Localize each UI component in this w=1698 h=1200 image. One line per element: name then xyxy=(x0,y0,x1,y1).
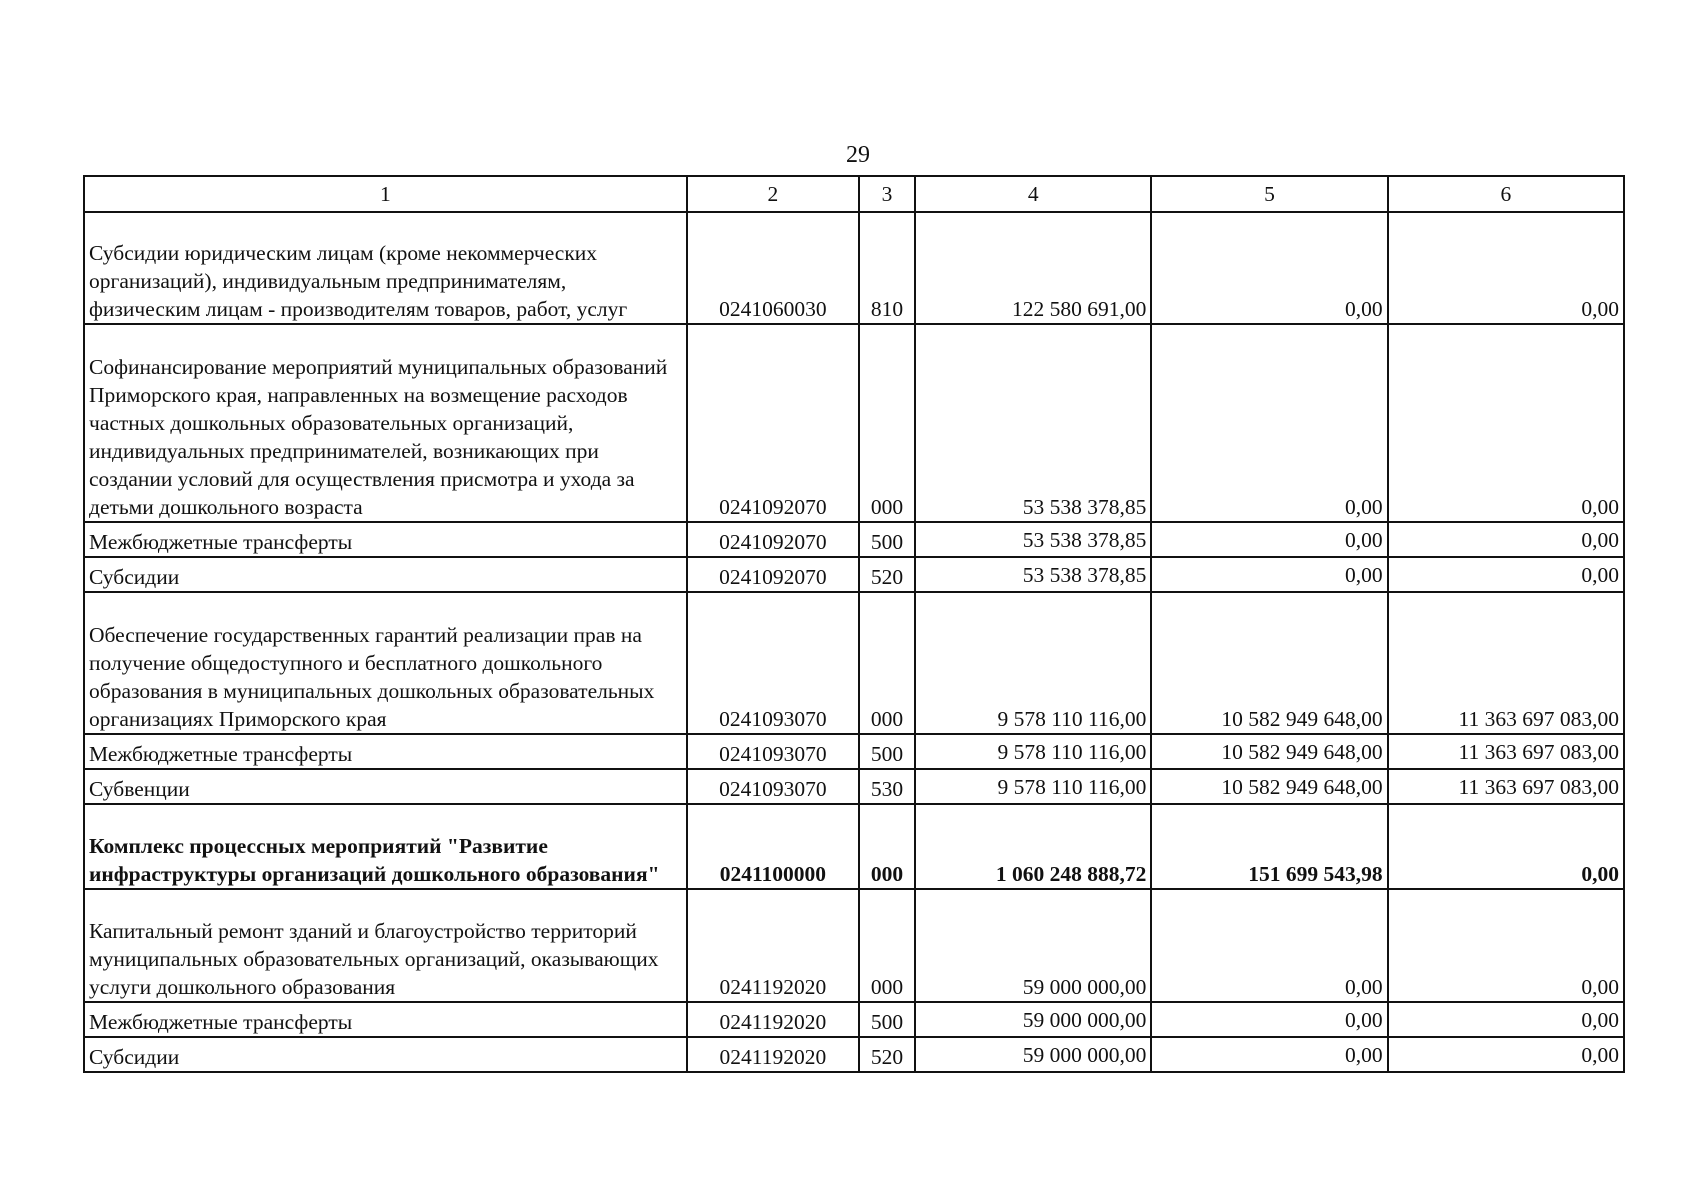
row-value-5: 10 582 949 648,00 xyxy=(1151,592,1387,734)
budget-table xyxy=(83,175,1625,1073)
row-value-4: 1 060 248 888,72 xyxy=(915,804,1151,889)
row-code: 0241192020 xyxy=(687,889,859,1002)
table-row xyxy=(84,592,1624,734)
table-row xyxy=(84,212,1624,324)
row-code: 0241192020 xyxy=(687,1037,859,1072)
row-value-4: 53 538 378,85 xyxy=(915,522,1151,557)
row-value-4: 59 000 000,00 xyxy=(915,1002,1151,1037)
row-code: 0241093070 xyxy=(687,592,859,734)
row-value-5: 0,00 xyxy=(1151,889,1387,1002)
table-row xyxy=(84,557,1624,592)
row-name: Обеспечение государственных гарантий реализации прав на получение общедоступного и бесплатного дошкольного образования в муниципальных дошкольных образовательных организациях Приморского края xyxy=(84,592,687,734)
row-value-6: 0,00 xyxy=(1388,889,1624,1002)
row-kind: 520 xyxy=(859,1037,915,1072)
row-value-4: 122 580 691,00 xyxy=(915,212,1151,324)
table-row xyxy=(84,1037,1624,1072)
row-kind: 000 xyxy=(859,592,915,734)
row-value-5: 0,00 xyxy=(1151,324,1387,522)
row-code: 0241093070 xyxy=(687,734,859,769)
column-header-4: 4 xyxy=(915,176,1151,212)
row-value-5: 0,00 xyxy=(1151,1002,1387,1037)
table-row xyxy=(84,804,1624,889)
row-value-5: 0,00 xyxy=(1151,212,1387,324)
row-name: Межбюджетные трансферты xyxy=(84,734,687,769)
row-kind: 000 xyxy=(859,804,915,889)
row-code: 0241093070 xyxy=(687,769,859,804)
row-code: 0241092070 xyxy=(687,557,859,592)
row-value-4: 53 538 378,85 xyxy=(915,324,1151,522)
row-value-4: 9 578 110 116,00 xyxy=(915,592,1151,734)
row-kind: 810 xyxy=(859,212,915,324)
table-row xyxy=(84,769,1624,804)
row-kind: 500 xyxy=(859,522,915,557)
row-name: Субсидии юридическим лицам (кроме некоммерческих организаций), индивидуальным предпринимателям, физическим лицам - производителям товаров, работ, услуг xyxy=(84,212,687,324)
row-value-6: 0,00 xyxy=(1388,212,1624,324)
row-value-6: 0,00 xyxy=(1388,1037,1624,1072)
row-code: 0241192020 xyxy=(687,1002,859,1037)
row-value-5: 0,00 xyxy=(1151,557,1387,592)
table-row xyxy=(84,1002,1624,1037)
table-row xyxy=(84,889,1624,1002)
table-row xyxy=(84,734,1624,769)
row-kind: 530 xyxy=(859,769,915,804)
column-header-6: 6 xyxy=(1388,176,1624,212)
row-value-6: 0,00 xyxy=(1388,804,1624,889)
row-code: 0241092070 xyxy=(687,522,859,557)
table-row xyxy=(84,522,1624,557)
row-value-4: 9 578 110 116,00 xyxy=(915,769,1151,804)
row-value-6: 0,00 xyxy=(1388,324,1624,522)
row-name: Софинансирование мероприятий муниципальных образований Приморского края, направленных на возмещение расходов частных дошкольных образовательных организаций, индивидуальных предпринимателей, возникающих при создании условий для осуществления присмотра и ухода за детьми дошкольного возраста xyxy=(84,324,687,522)
row-value-6: 11 363 697 083,00 xyxy=(1388,769,1624,804)
row-value-5: 151 699 543,98 xyxy=(1151,804,1387,889)
row-kind: 520 xyxy=(859,557,915,592)
row-value-5: 0,00 xyxy=(1151,1037,1387,1072)
row-value-4: 9 578 110 116,00 xyxy=(915,734,1151,769)
column-header-2: 2 xyxy=(687,176,859,212)
table-row xyxy=(84,324,1624,522)
row-value-5: 10 582 949 648,00 xyxy=(1151,769,1387,804)
row-value-6: 0,00 xyxy=(1388,557,1624,592)
row-kind: 500 xyxy=(859,1002,915,1037)
row-kind: 500 xyxy=(859,734,915,769)
row-name: Межбюджетные трансферты xyxy=(84,522,687,557)
row-value-5: 0,00 xyxy=(1151,522,1387,557)
table-header-row xyxy=(84,176,1624,212)
row-value-4: 59 000 000,00 xyxy=(915,889,1151,1002)
row-name: Субвенции xyxy=(84,769,687,804)
row-name: Субсидии xyxy=(84,557,687,592)
row-value-5: 10 582 949 648,00 xyxy=(1151,734,1387,769)
row-name: Субсидии xyxy=(84,1037,687,1072)
row-code: 0241092070 xyxy=(687,324,859,522)
row-value-4: 53 538 378,85 xyxy=(915,557,1151,592)
page-number: 29 xyxy=(846,142,870,168)
column-header-1: 1 xyxy=(84,176,687,212)
row-code: 0241060030 xyxy=(687,212,859,324)
row-code: 0241100000 xyxy=(687,804,859,889)
column-header-5: 5 xyxy=(1151,176,1387,212)
column-header-3: 3 xyxy=(859,176,915,212)
row-value-4: 59 000 000,00 xyxy=(915,1037,1151,1072)
row-kind: 000 xyxy=(859,324,915,522)
row-name: Капитальный ремонт зданий и благоустройство территорий муниципальных образовательных организаций, оказывающих услуги дошкольного образования xyxy=(84,889,687,1002)
row-name: Комплекс процессных мероприятий "Развитие инфраструктуры организаций дошкольного образования" xyxy=(84,804,687,889)
row-value-6: 11 363 697 083,00 xyxy=(1388,734,1624,769)
row-value-6: 0,00 xyxy=(1388,522,1624,557)
row-name: Межбюджетные трансферты xyxy=(84,1002,687,1037)
row-value-6: 0,00 xyxy=(1388,1002,1624,1037)
row-value-6: 11 363 697 083,00 xyxy=(1388,592,1624,734)
row-kind: 000 xyxy=(859,889,915,1002)
